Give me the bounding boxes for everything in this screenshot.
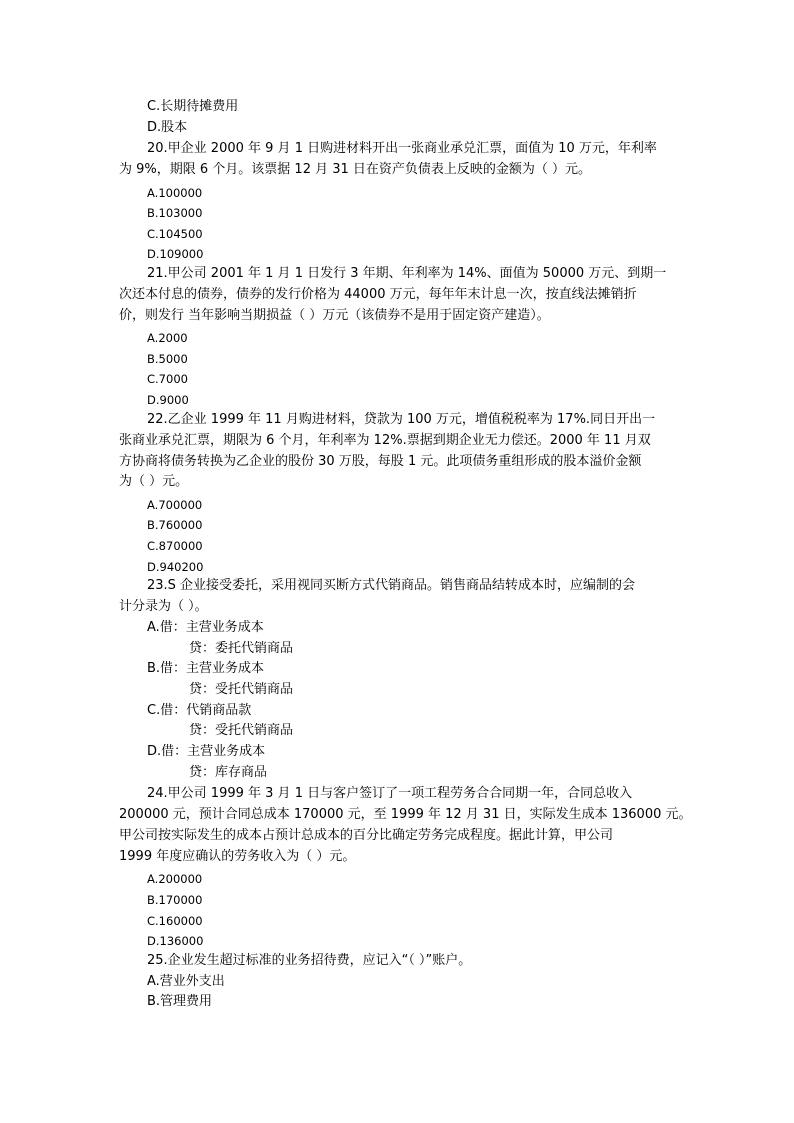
q19-option-d: D.股本 xyxy=(147,120,188,135)
q22-option-c: C.870000 xyxy=(147,539,203,553)
q24-option-b: B.170000 xyxy=(147,893,203,907)
q20-stem-line: 20.甲企业 2000 年 9 月 1 日购进材料开出一张商业承兑汇票，面值为 10 万元，年利率 xyxy=(147,141,657,156)
q21-stem-line: 价，则发行 当年影响当期损益（ ）万元（该债券不是用于固定资产建造）。 xyxy=(119,308,550,323)
q24-option-c: C.160000 xyxy=(147,914,203,928)
q23-option-b-credit: 贷：受托代销商品 xyxy=(189,682,294,697)
q25-option-a: A.营业外支出 xyxy=(147,974,225,989)
q23-stem-line: 23.S 企业接受委托，采用视同买断方式代销商品。销售商品结转成本时，应编制的会 xyxy=(147,578,636,593)
q25-option-b: B.管理费用 xyxy=(147,994,213,1009)
q22-stem-line: 方协商将债务转换为乙企业的股份 30 万股，每股 1 元。此项债务重组形成的股本溢价金额 xyxy=(119,454,642,469)
q23-option-d-debit: D.借：主营业务成本 xyxy=(147,744,266,759)
q21-option-c: C.7000 xyxy=(147,372,188,386)
q24-option-d: D.136000 xyxy=(147,934,204,948)
q24-stem-line: 甲公司按实际发生的成本占预计总成本的百分比确定劳务完成程度。据此计算，甲公司 xyxy=(119,828,614,843)
q20-option-c: C.104500 xyxy=(147,227,203,241)
q23-option-b-debit: B.借：主营业务成本 xyxy=(147,661,265,676)
q22-option-a: A.700000 xyxy=(147,498,203,512)
q22-option-d: D.940200 xyxy=(147,560,204,574)
q24-stem-line: 200000 元，预计合同总成本 170000 元，至 1999 年 12 月 31 日，实际发生成本 136000 元。 xyxy=(119,807,692,822)
q21-stem-line: 21.甲公司 2001 年 1 月 1 日发行 3 年期、年利率为 14%、面值为 50000 万元、到期一 xyxy=(147,266,667,281)
q22-option-b: B.760000 xyxy=(147,518,203,532)
q20-option-d: D.109000 xyxy=(147,247,204,261)
q24-option-a: A.200000 xyxy=(147,872,203,886)
q23-option-d-credit: 贷：库存商品 xyxy=(189,765,268,780)
q20-option-b: B.103000 xyxy=(147,206,203,220)
q21-option-b: B.5000 xyxy=(147,352,188,366)
q21-option-d: D.9000 xyxy=(147,393,189,407)
q22-stem-line: 22.乙企业 1999 年 11 月购进材料，贷款为 100 万元，增值税税率为 17%.同日开出一 xyxy=(147,412,656,427)
q20-option-a: A.100000 xyxy=(147,186,203,200)
q21-stem-line: 次还本付息的债券，债券的发行价格为 44000 万元，每年年末计息一次，按直线法摊销折 xyxy=(119,287,637,302)
q23-option-c-credit: 贷：受托代销商品 xyxy=(189,723,294,738)
q19-option-c: C.长期待摊费用 xyxy=(147,99,239,114)
q24-stem-line: 1999 年度应确认的劳务收入为（ ）元。 xyxy=(119,849,356,864)
q22-stem-line: 为（ ）元。 xyxy=(119,474,189,489)
q21-option-a: A.2000 xyxy=(147,331,188,345)
q24-stem-line: 24.甲公司 1999 年 3 月 1 日与客户签订了一项工程劳务合合同期一年，合同总收入 xyxy=(147,786,633,801)
q23-stem-line: 计分录为（ ）。 xyxy=(119,599,208,614)
q23-option-c-debit: C.借：代销商品款 xyxy=(147,703,252,718)
q20-stem-line: 为 9%，期限 6 个月。该票据 12 月 31 日在资产负债表上反映的金额为（ ）元。 xyxy=(119,162,592,177)
q23-option-a-credit: 贷：委托代销商品 xyxy=(189,641,294,656)
q23-option-a-debit: A.借：主营业务成本 xyxy=(147,620,264,635)
q22-stem-line: 张商业承兑汇票，期限为 6 个月，年利率为 12%.票据到期企业无力偿还。2000 年 11 月双 xyxy=(119,433,651,448)
q25-stem-line: 25.企业发生超过标准的业务招待费，应记入“（ ）”账户。 xyxy=(147,953,472,968)
